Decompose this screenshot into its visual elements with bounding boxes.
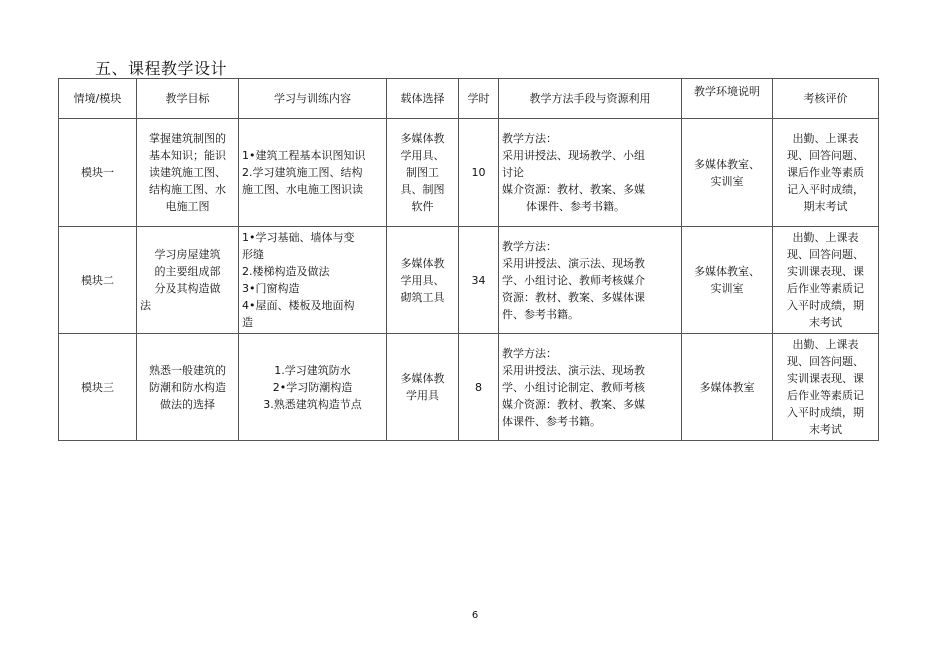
carrier-cell: 多媒体教 学用具 bbox=[387, 334, 459, 441]
header-assessment: 考核评价 bbox=[773, 79, 879, 119]
course-design-table bbox=[58, 78, 879, 441]
content-cell: 1•建筑工程基本识图知识 2.学习建筑施工图、结构 施工图、水电施工图识读 bbox=[239, 119, 387, 227]
header-objective: 教学目标 bbox=[137, 79, 239, 119]
methods-cell: 教学方法： 采用讲授法、现场教学、小组 讨论 媒介资源：教材、教案、多媒 体课件、参考书籍。 bbox=[499, 119, 682, 227]
header-methods: 教学方法手段与资源利用 bbox=[499, 79, 682, 119]
objective-cell: 学习房屋建筑 的主要组成部 分及其构造做 法 bbox=[137, 227, 239, 334]
environment-cell: 多媒体教室 bbox=[682, 334, 773, 441]
carrier-cell: 多媒体教 学用具、 砌筑工具 bbox=[387, 227, 459, 334]
module-cell: 模块一 bbox=[59, 119, 137, 227]
section-title: 五、课程教学设计 bbox=[95, 59, 228, 78]
content-cell: 1•学习基础、墙体与变 形缝 2.楼梯构造及做法 3•门窗构造 4•屋面、楼板及地面构 造 bbox=[239, 227, 387, 334]
table-row bbox=[59, 334, 879, 441]
header-carrier: 载体选择 bbox=[387, 79, 459, 119]
assessment-cell: 出勤、上课表 现、回答问题、 实训课表现、课 后作业等素质记 入平时成绩，期 末考试 bbox=[773, 227, 879, 334]
header-hours: 学时 bbox=[459, 79, 499, 119]
table-row bbox=[59, 119, 879, 227]
environment-cell: 多媒体教室、 实训室 bbox=[682, 119, 773, 227]
environment-cell: 多媒体教室、 实训室 bbox=[682, 227, 773, 334]
hours-cell: 10 bbox=[459, 119, 499, 227]
assessment-cell: 出勤、上课表 现、回答问题、 课后作业等素质 记入平时成绩， 期末考试 bbox=[773, 119, 879, 227]
page-number: 6 bbox=[471, 610, 479, 621]
objective-cell: 熟悉一般建筑的 防潮和防水构造 做法的选择 bbox=[137, 334, 239, 441]
table-row bbox=[59, 227, 879, 334]
hours-cell: 8 bbox=[459, 334, 499, 441]
methods-cell: 教学方法： 采用讲授法、演示法、现场教 学、小组讨论制定、教师考核 媒介资源：教材、教案、多媒 体课件、参考书籍。 bbox=[499, 334, 682, 441]
objective-cell: 掌握建筑制图的 基本知识；能识 读建筑施工图、 结构施工图、水 电施工图 bbox=[137, 119, 239, 227]
carrier-cell: 多媒体教 学用具、 制图工 具、制图 软件 bbox=[387, 119, 459, 227]
hours-cell: 34 bbox=[459, 227, 499, 334]
assessment-cell: 出勤、上课表 现、回答问题、 实训课表现、课 后作业等素质记 入平时成绩，期 末考试 bbox=[773, 334, 879, 441]
header-content: 学习与训练内容 bbox=[239, 79, 387, 119]
methods-cell: 教学方法： 采用讲授法、演示法、现场教 学、小组讨论、教师考核媒介 资源：教材、教案、多媒体课 件、参考书籍。 bbox=[499, 227, 682, 334]
header-row bbox=[59, 79, 879, 119]
module-cell: 模块二 bbox=[59, 227, 137, 334]
header-module: 情境/模块 bbox=[59, 79, 137, 119]
module-cell: 模块三 bbox=[59, 334, 137, 441]
content-cell: 1.学习建筑防水 2•学习防潮构造 3.熟悉建筑构造节点 bbox=[239, 334, 387, 441]
header-environment: 教学环境说明 bbox=[682, 79, 773, 119]
